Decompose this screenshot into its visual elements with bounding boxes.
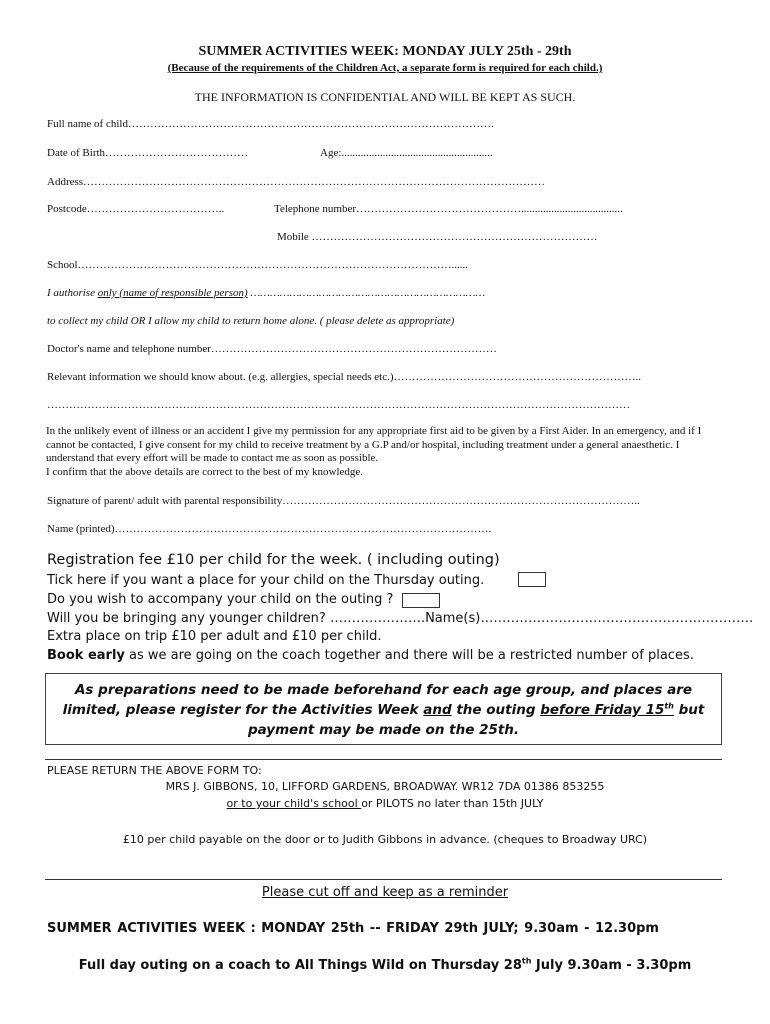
relevant-info-field[interactable]: Relevant information we should know about. (e.g. allergies, special needs etc.)………………………………………………………….. [47, 371, 641, 383]
confidential-notice: THE INFORMATION IS CONFIDENTIAL AND WILL BE KEPT AS SUCH. [194, 90, 576, 104]
full-name-field[interactable]: Full name of child………………………………………………………………………………………. [47, 118, 494, 130]
return-address: MRS J. GIBBONS, 10, LIFFORD GARDENS, BROADWAY. WR12 7DA 01386 853255 [165, 780, 605, 793]
authorise-underlined: only (name of responsible person) [97, 287, 248, 299]
collect-statement: to collect my child OR I allow my child to return home alone. ( please delete as appropriate) [47, 315, 455, 327]
younger-children-field[interactable]: Will you be bringing any younger children? ………………….Name(s)……………………………………………………… [47, 611, 754, 626]
form-subtitle: (Because of the requirements of the Children Act, a separate form is required for each child.) [167, 62, 603, 74]
consent-paragraph [46, 425, 722, 479]
notice-part2: the outing [451, 702, 541, 718]
school-field[interactable]: School…………………………………………………………………………………………...... [47, 259, 469, 271]
return-school-underlined: or to your child's school [226, 797, 362, 810]
notice-part3: but payment may be made on the 25th. [247, 702, 705, 738]
thursday-outing-text: Tick here if you want a place for your child on the Thursday outing. [47, 573, 485, 588]
return-heading: PLEASE RETURN THE ABOVE FORM TO: [47, 764, 262, 777]
divider-line [45, 759, 722, 760]
notice-sup: th [664, 701, 674, 711]
doctor-field[interactable]: Doctor's name and telephone number…………………………………………………………………… [47, 343, 497, 355]
cutoff-reminder: Please cut off and keep as a reminder [261, 885, 509, 900]
relevant-info-line2[interactable]: …………………………………………………………………………………………………………………………………………… [47, 399, 630, 411]
mobile-field[interactable]: Mobile …………………………………………………………………… [277, 231, 598, 243]
authorise-prefix: I authorise [47, 287, 98, 299]
registration-fee: Registration fee £10 per child for the week. ( including outing) [47, 552, 500, 568]
outing-part-a: Full day outing on a coach to All Things Wild on Thursday 28 [78, 958, 522, 973]
thursday-outing-checkbox[interactable] [518, 572, 546, 587]
address-field[interactable]: Address……………………………………………………………………………………………………………… [47, 176, 546, 188]
cut-line [45, 879, 722, 880]
consent-text: In the unlikely event of illness or an accident I give my permission for any appropriate first aid to be given by a First Aider. In an emergency, and if I cannot be contacted, I give consent for my child to receive treatment by a G.P and/or hospital, including treatment under a general anaesthetic. I understand that every effort will be made to contact me as soon as possible. [46, 425, 702, 464]
authorise-field[interactable] [47, 287, 485, 299]
form-title: SUMMER ACTIVITIES WEEK: MONDAY JULY 25th - 29th [198, 44, 572, 59]
dob-field[interactable]: Date of Birth………………………………… [47, 147, 249, 159]
authorise-dots: ……………………………………………………………… [247, 287, 486, 299]
age-field[interactable]: Age:....................................................... [320, 147, 493, 159]
return-school-rest: or PILOTS no later than 15th JULY [361, 797, 544, 810]
book-early-rest: as we are going on the coach together and there will be a restricted number of places. [124, 648, 694, 663]
name-printed-field[interactable]: Name (printed)…………………………………………………………………………………………. [47, 523, 492, 535]
book-early-bold: Book early [47, 648, 125, 663]
return-school [0, 797, 770, 810]
confirm-text: I confirm that the above details are correct to the best of my knowledge. [46, 465, 364, 478]
signature-field[interactable]: Signature of parent/ adult with parental responsibility…………………………………………………………………………………….. [47, 495, 640, 507]
outing-info [0, 958, 770, 973]
accompany-text: Do you wish to accompany your child on the outing ? [47, 592, 394, 607]
outing-part-b: July 9.30am - 3.30pm [531, 958, 692, 973]
telephone-field[interactable]: Telephone number………………………………………..................................... [274, 203, 623, 215]
accompany-checkbox[interactable] [402, 593, 440, 608]
notice-deadline [540, 702, 674, 718]
extra-place-text: Extra place on trip £10 per adult and £10 per child. [47, 629, 382, 644]
book-early-text [47, 648, 694, 663]
notice-before: before Friday 15 [540, 702, 665, 718]
payment-info: £10 per child payable on the door or to Judith Gibbons in advance. (cheques to Broadway URC) [122, 833, 648, 846]
outing-sup: th [521, 956, 532, 966]
postcode-field[interactable]: Postcode……………………………….. [47, 203, 225, 215]
summary-dates: SUMMER ACTIVITIES WEEK : MONDAY 25th -- FRIDAY 29th JULY; 9.30am - 12.30pm [47, 921, 659, 936]
preparations-notice [45, 673, 722, 745]
notice-part1: As preparations need to be made beforehand for each age group, and places are limited, please register for the Activities Week [62, 682, 693, 718]
notice-and: and [423, 702, 452, 718]
